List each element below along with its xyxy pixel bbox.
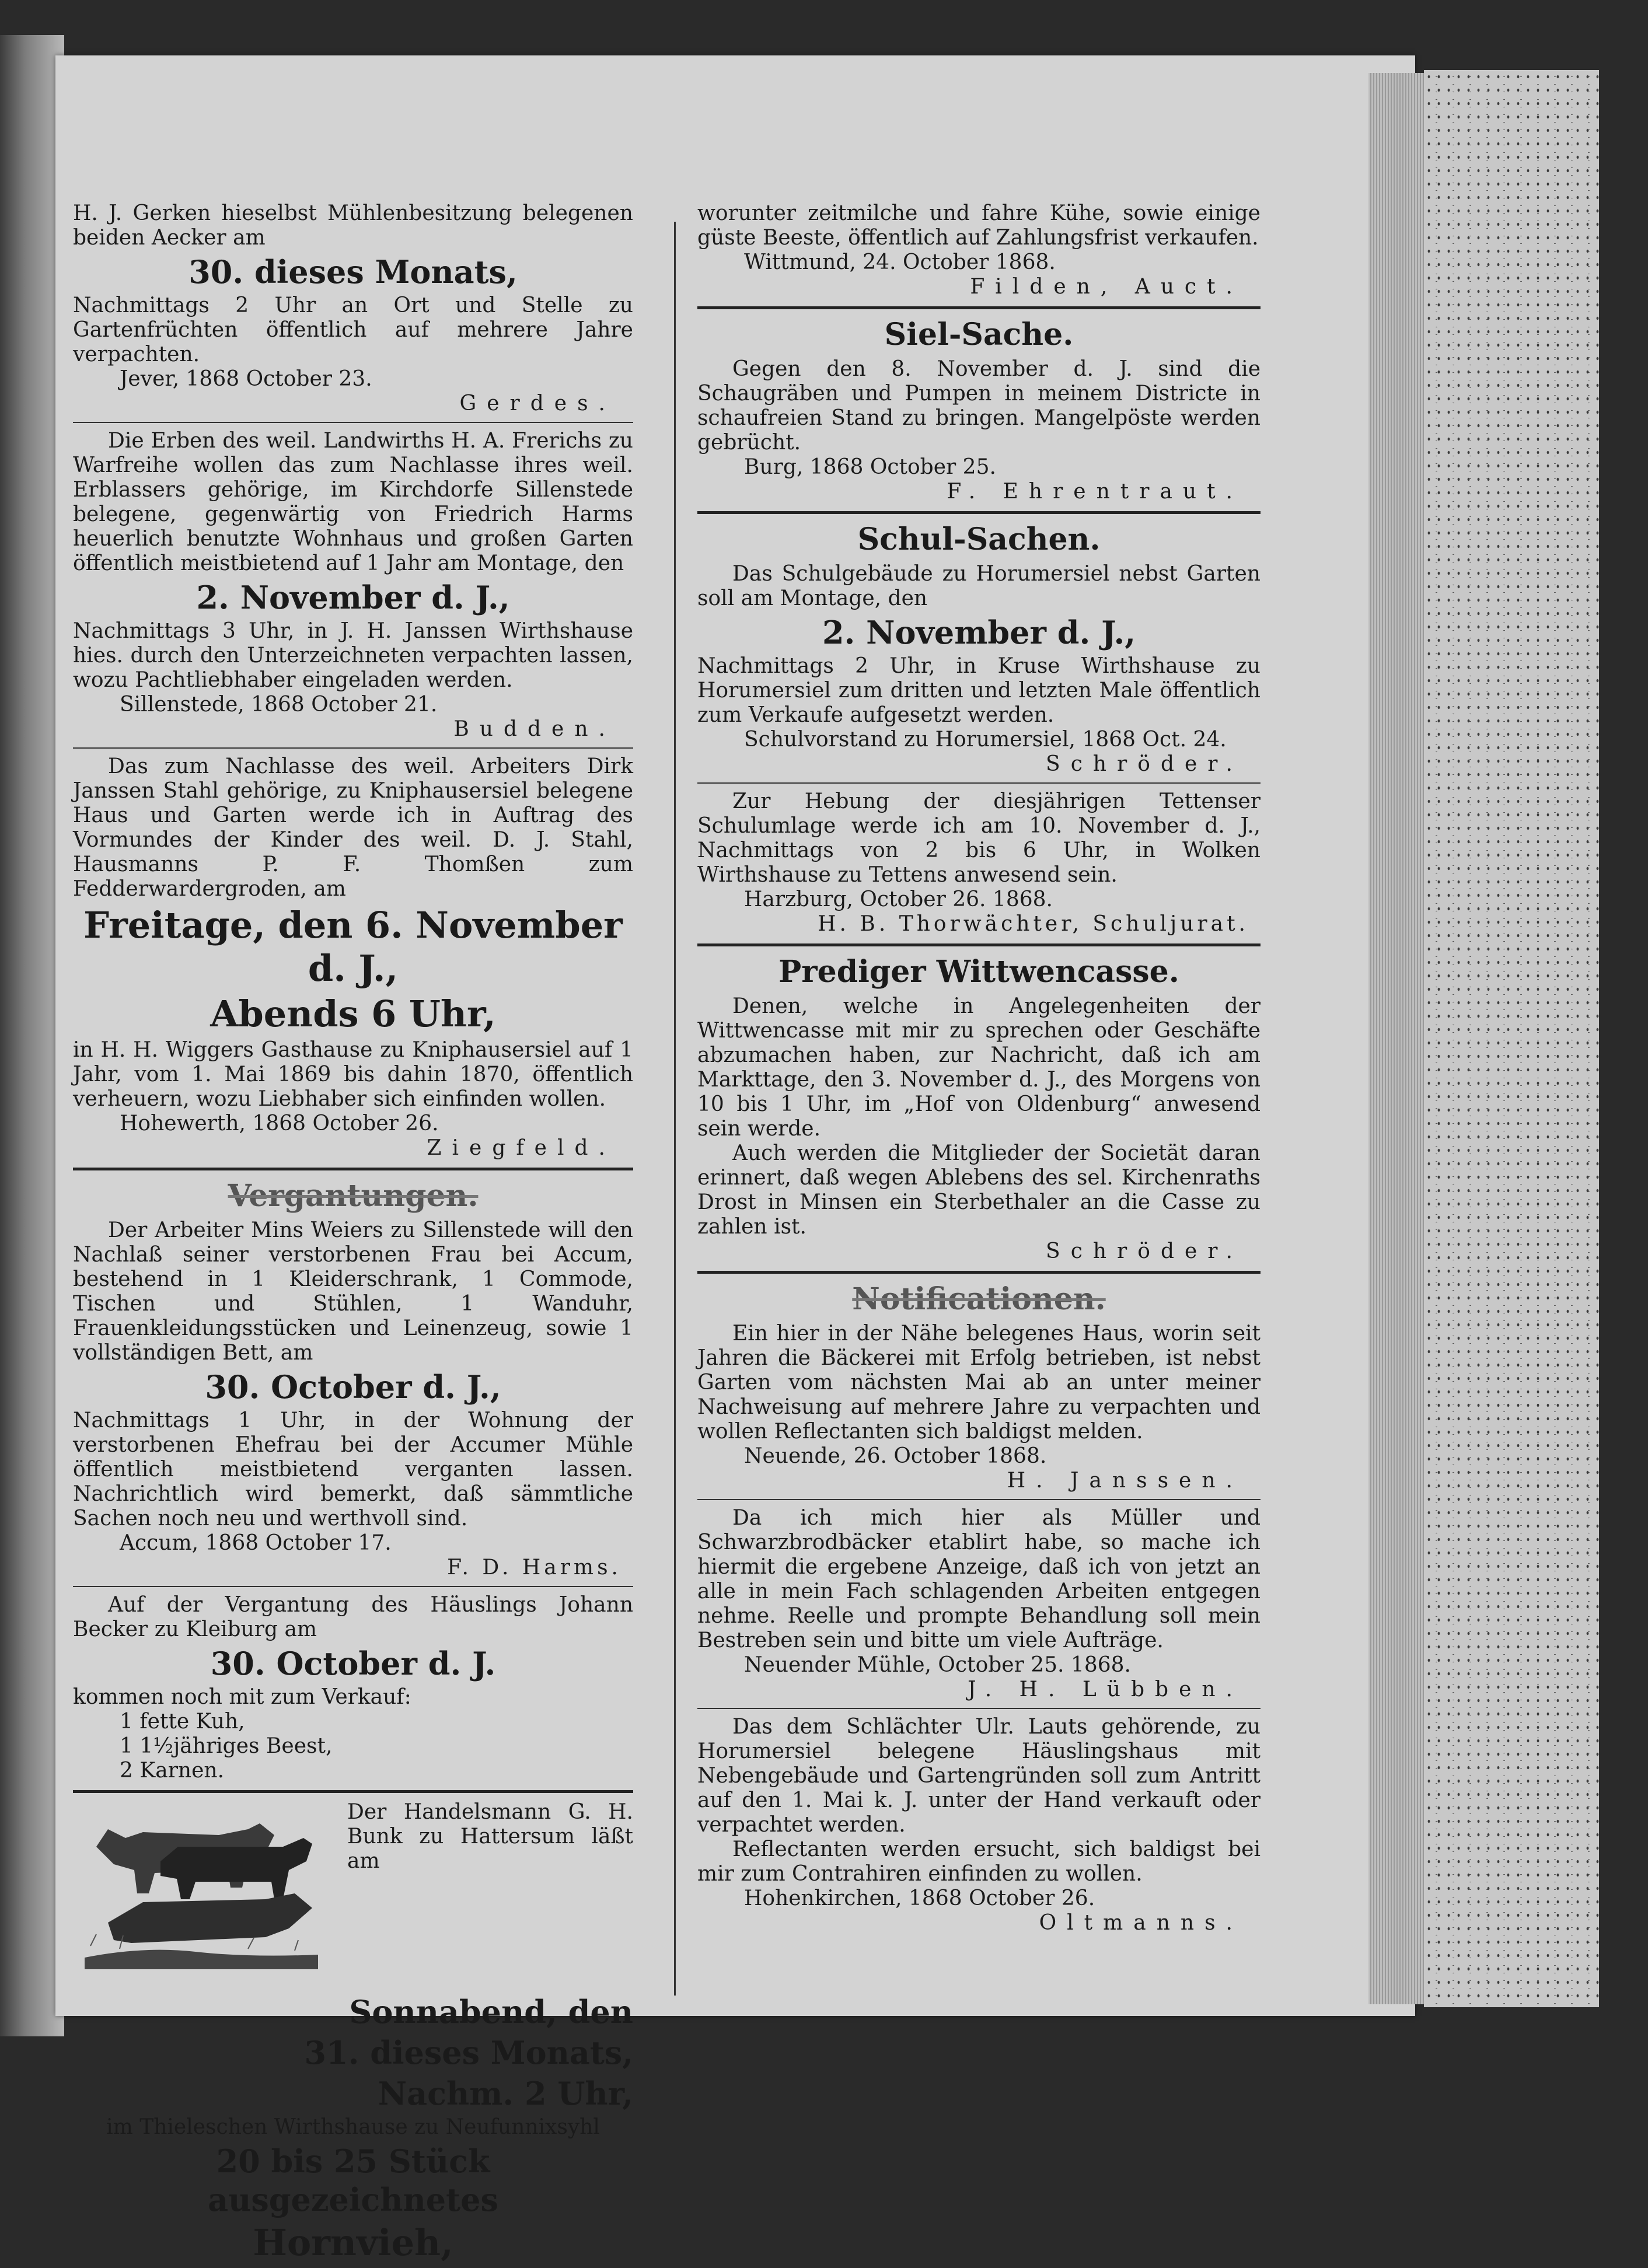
notice-date-heading: 30. dieses Monats, [188,253,518,291]
left-column [73,201,633,2268]
notice-luebben [697,1506,1261,1702]
notice-text: kommen noch mit zum Verkauf: [73,1685,411,1709]
notice-signature: Gerdes. [459,392,616,415]
notice-text: Ein hier in der Nähe belegenes Haus, worin seit Jahren die Bäckerei mit Erfolg betrieben, ist nebst Garten vom nächsten Mai ab an unter meiner Nachweisung auf mehrere Jahre zu verpachten und wollen Reflectanten sich baldigst melden. [697,1322,1261,1444]
notice-date-heading: 30. October d. J. [210,1645,496,1682]
notice-date-heading: 2. November d. J., [822,614,1136,651]
notice-gerken [73,201,633,416]
notice-text: Da ich mich hier als Müller und Schwarzbrodbäcker etablirt habe, so mache ich hiermit die ergebene Anzeige, daß ich von jetzt an alle in mein Fach schlagenden Arbeiten entgegen nehme. Reelle und prompte Behandlung soll mein Bestreben sein und bitte um viele Aufträge. [697,1506,1261,1652]
page-stack-edge [1368,73,1424,2004]
notice-text: Das dem Schlächter Ulr. Lauts gehörende, zu Horumersiel belegene Häuslingshaus mit Nebengebäude und Gartengründen soll zum Antritt auf den 1. Mai k. J. unter der Hand verkauft oder verpachtet werden. [697,1715,1261,1837]
notice-signature: F. D. Harms. [447,1556,622,1579]
notice-place-date: Wittmund, 24. October 1868. [744,250,1056,274]
section-heading-notificationen: Notificationen. [852,1281,1106,1317]
notice-frerichs [73,429,633,742]
cattle-ad-block [73,1800,633,2010]
notice-text: Das Schulgebäude zu Horumersiel nebst Garten soll am Montage, den [697,562,1261,610]
notice-separator [73,1586,633,1587]
section-heading-vergantungen: Vergantungen. [228,1178,479,1214]
right-column [697,201,1261,1939]
notice-place-date: Hohenkirchen, 1868 October 26. [744,1886,1095,1910]
list-item: 1 fette Kuh, [120,1710,245,1734]
notice-wittwencasse [697,994,1261,1264]
notice-signature: Ziegfeld. [427,1136,616,1160]
section-heading-siel: Siel-Sache. [884,317,1074,352]
notice-oltmanns [697,1715,1261,1935]
notice-separator [73,1790,633,1793]
notice-janssen [697,1322,1261,1493]
notice-signature: Schröder. [1046,1239,1243,1263]
notice-text: im Thieleschen Wirthshause zu Neufunnixsyhl [106,2115,600,2139]
notice-place-date: Sillenstede, 1868 October 21. [120,693,438,717]
notice-heading: Hornvieh, [253,2221,453,2264]
notice-place-date: Neuender Mühle, October 25. 1868. [744,1653,1131,1677]
list-item: 2 Karnen. [120,1759,225,1783]
notice-weiers [73,1218,633,1580]
notice-signature: J. H. Lübben. [968,1678,1243,1701]
previous-page-edge [0,35,64,2036]
notice-text: Auch werden die Mitglieder der Societät daran erinnert, daß wegen Ablebens des sel. Kirchenraths Drost in Minsen ein Sterbethaler an die Casse zu zahlen ist. [697,1141,1261,1239]
cattle-ad-text [347,1800,633,1874]
notice-place-date: Harzburg, October 26. 1868. [744,887,1053,911]
notice-text: Der Handelsmann G. H. Bunk zu Hattersum läßt am [347,1800,633,1873]
notice-text: in H. H. Wiggers Gasthause zu Kniphausersiel auf 1 Jahr, vom 1. Mai 1869 bis dahin 1870, öffentlich verheuern, wozu Liebhaber sich einfinden wollen. [73,1038,633,1111]
notice-text: Gegen den 8. November d. J. sind die Schaugräben und Pumpen in meinem Districte in schaufreien Stand zu bringen. Mangelpöste werden gebrücht. [697,357,1261,455]
notice-date-heading: 2. November d. J., [196,579,510,616]
notice-bunk [73,1800,633,2264]
section-rule [697,943,1261,946]
notice-text: Auf der Vergantung des Häuslings Johann Becker zu Kleiburg am [73,1593,633,1641]
section-rule [697,1271,1261,1274]
notice-signature: H. Janssen. [1007,1469,1243,1493]
notice-heading: 20 bis 25 Stück ausgezeichnetes [208,2143,498,2218]
notice-separator [697,782,1261,784]
notice-time-heading: Nachm. 2 Uhr, [378,2075,633,2112]
section-rule [697,511,1261,514]
notice-text: Nachmittags 3 Uhr, in J. H. Janssen Wirthshause hies. durch den Unterzeichneten verpachten lassen, wozu Pachtliebhaber eingeladen werden. [73,619,633,692]
section-heading-schul: Schul-Sachen. [857,522,1101,557]
notice-signature: H. B. Thorwächter, Schuljurat. [818,912,1249,936]
notice-text: Denen, welche in Angelegenheiten der Wittwencasse mit mir zu sprechen oder Geschäfte abzumachen haben, zur Nachricht, daß ich am Markttage, den 3. November d. J., des Morgens von 10 bis 1 Uhr, im „Hof von Oldenburg“ anwesend sein werde. [697,994,1261,1141]
notice-text: H. J. Gerken hieselbst Mühlenbesitzung belegenen beiden Aecker am [73,201,633,250]
notice-separator [73,422,633,423]
notice-date-heading: Sonnabend, den [349,1993,633,2031]
notice-thorwaechter [697,789,1261,936]
notice-schulgebaeude [697,562,1261,777]
notice-time-heading: Abends 6 Uhr, [210,993,496,1035]
notice-signature: Budden. [453,717,616,741]
notice-text: Die Erben des weil. Landwirths H. A. Frerichs zu Warfreihe wollen das zum Nachlasse ihres weil. Erblassers gehörige, im Kirchdorfe Sillenstede belegene, gegenwärtig von Friedrich Harms heuerlich benutzte Wohnhaus und großen Garten öffentlich meistbietend auf 1 Jahr am Montage, den [73,429,633,575]
notice-place-date: Jever, 1868 October 23. [120,367,372,391]
notice-signature: Schröder. [1046,752,1243,776]
notice-date-heading: Freitage, den 6. November d. J., [83,904,623,990]
notice-separator [697,1708,1261,1709]
notice-place-date: Burg, 1868 October 25. [744,455,996,479]
notice-date-heading: 30. October d. J., [205,1368,501,1406]
notice-text: Der Arbeiter Mins Weiers zu Sillenstede will den Nachlaß seiner verstorbenen Frau bei Accum, bestehend in 1 Kleiderschrank, 1 Commode, Tischen und Stühlen, 1 Wanduhr, Frauenkleidungsstücken und Leinenzeug, sowie 1 vollständigen Bett, am [73,1218,633,1365]
notice-separator [73,747,633,749]
notice-signature: Oltmanns. [1039,1911,1243,1935]
book-cover-edge [1424,70,1599,2007]
section-rule [697,306,1261,309]
list-item: 1 1½jähriges Beest, [120,1734,333,1758]
section-rule [73,1168,633,1170]
notice-separator [697,1499,1261,1500]
notice-text: Reflectanten werden ersucht, sich baldigst bei mir zum Contrahiren einfinden zu wollen. [697,1837,1261,1886]
cattle-illustration [73,1806,324,1981]
notice-filden [697,201,1261,299]
notice-text: worunter zeitmilche und fahre Kühe, sowie einige güste Beeste, öffentlich auf Zahlungsfrist verkaufen. [697,201,1261,250]
notice-becker [73,1593,633,1783]
notice-text: Nachmittags 1 Uhr, in der Wohnung der verstorbenen Ehefrau bei der Accumer Mühle öffentlich meistbietend verganten lassen. Nachrichtlich wird bemerkt, daß sämmtliche Sachen noch neu und werthvoll sind. [73,1409,633,1530]
notice-place-date: Neuende, 26. October 1868. [744,1444,1047,1468]
notice-signature: F. Ehrentraut. [947,480,1243,504]
notice-signature: Filden, Auct. [970,275,1243,299]
notice-place-date: Accum, 1868 October 17. [120,1531,392,1555]
notice-stahl [73,754,633,1161]
notice-text: Zur Hebung der diesjährigen Tettenser Schulumlage werde ich am 10. November d. J., Nachmittags von 2 bis 6 Uhr, in Wolken Wirthshause zu Tettens anwesend sein. [697,789,1261,887]
notice-text: Nachmittags 2 Uhr an Ort und Stelle zu Gartenfrüchten öffentlich auf mehrere Jahre verpachten. [73,293,633,366]
column-divider [674,222,676,1996]
notice-ehrentraut [697,357,1261,504]
notice-text: Das zum Nachlasse des weil. Arbeiters Dirk Janssen Stahl gehörige, zu Kniphausersiel belegene Haus und Garten werde ich in Auftrag des Vormundes der Kinder des weil. D. J. Stahl, Hausmanns P. F. Thomßen zum Fedderwardergroden, am [73,754,633,901]
notice-place-date: Hohewerth, 1868 October 26. [120,1112,439,1135]
notice-place-date: Schulvorstand zu Horumersiel, 1868 Oct. 24. [744,728,1227,752]
notice-text: Nachmittags 2 Uhr, in Kruse Wirthshause zu Horumersiel zum dritten und letzten Male öffentlich zum Verkaufe aufgesetzt werden. [697,654,1261,727]
notice-date-heading: 31. dieses Monats, [304,2034,633,2071]
section-heading-prediger: Prediger Wittwencasse. [778,954,1179,990]
